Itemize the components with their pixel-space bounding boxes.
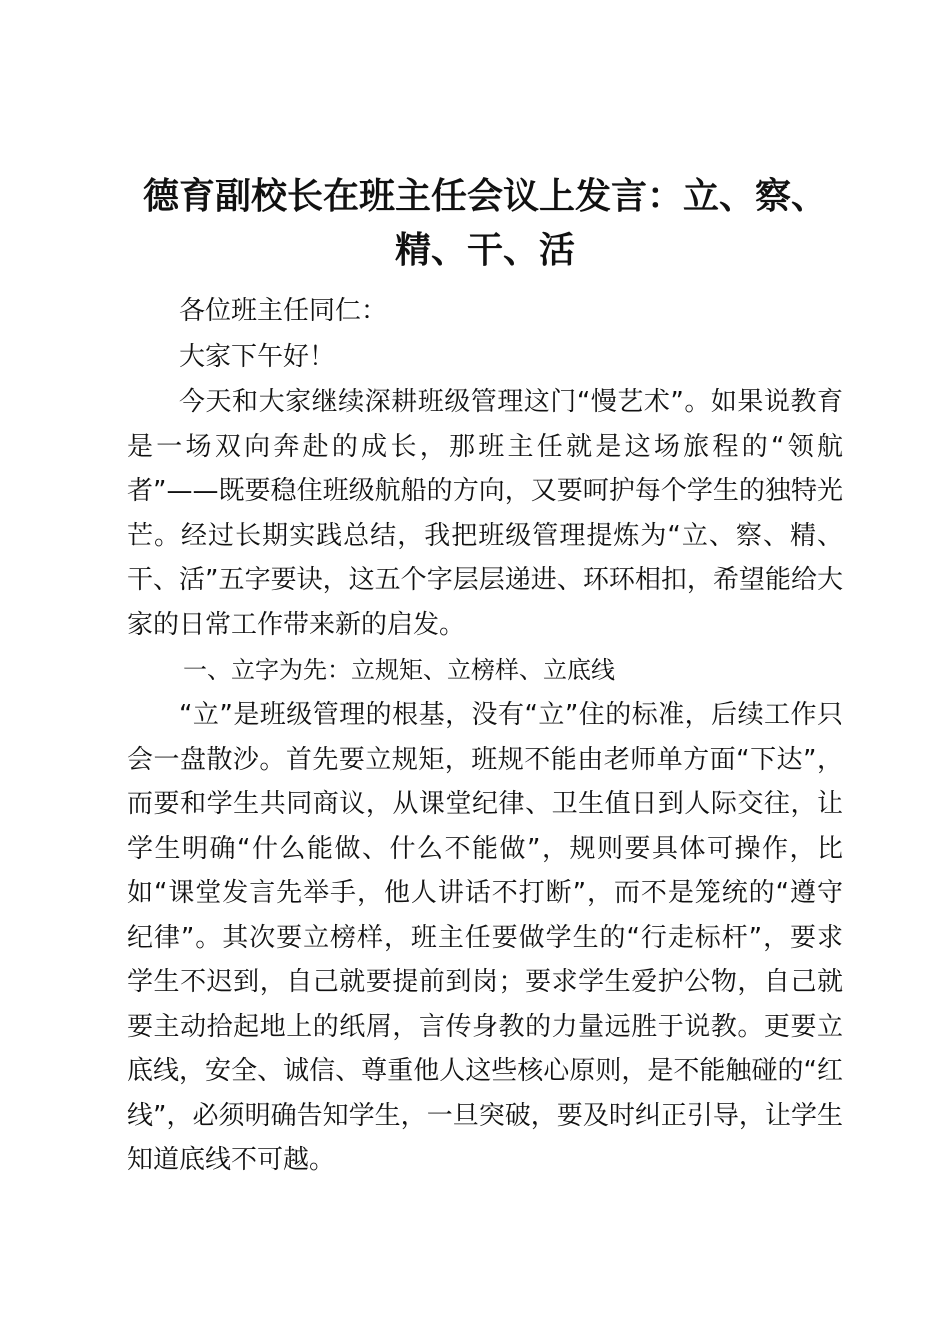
section-1-heading: 一、立字为先：立规矩、立榜样、立底线: [183, 656, 615, 684]
document-page: [127, 170, 843, 1183]
salutation: 各位班主任同仁：: [179, 296, 388, 326]
section-1-paragraph: “立”是班级管理的根基，没有“立”住的标准，后续工作只会一盘散沙。首先要立规矩，班规不能由老师单方面“下达”，而要和学生共同商议，从课堂纪律、卫生值日到人际交往，让学生明确“什么能做、什么不能做”，规则要具体可操作，比如“课堂发言先举手，他人讲话不打断”，而不是笼统的“遵守纪律”。其次要立榜样，班主任要做学生的“行走标杆”，要求学生不迟到，自己就要提前到岗；要求学生爱护公物，自己就要主动拾起地上的纸屑，言传身教的力量远胜于说教。更要立底线，安全、诚信、尊重他人这些核心原则，是不能触碰的“红线”，必须明确告知学生，一旦突破，要及时纠正引导，让学生知道底线不可越。: [127, 700, 843, 1175]
intro-paragraph: 今天和大家继续深耕班级管理这门“慢艺术”。如果说教育是一场双向奔赴的成长，那班主任就是这场旅程的“领航者”——既要稳住班级航船的方向，又要呵护每个学生的独特光芒。经过长期实践总结，我把班级管理提炼为“立、察、精、干、活”五字要诀，这五个字层层递进、环环相扣，希望能给大家的日常工作带来新的启发。: [127, 387, 843, 640]
document-title: 德育副校长在班主任会议上发言：立、察、精、干、活: [142, 176, 827, 271]
greeting: 大家下午好！: [179, 342, 336, 372]
